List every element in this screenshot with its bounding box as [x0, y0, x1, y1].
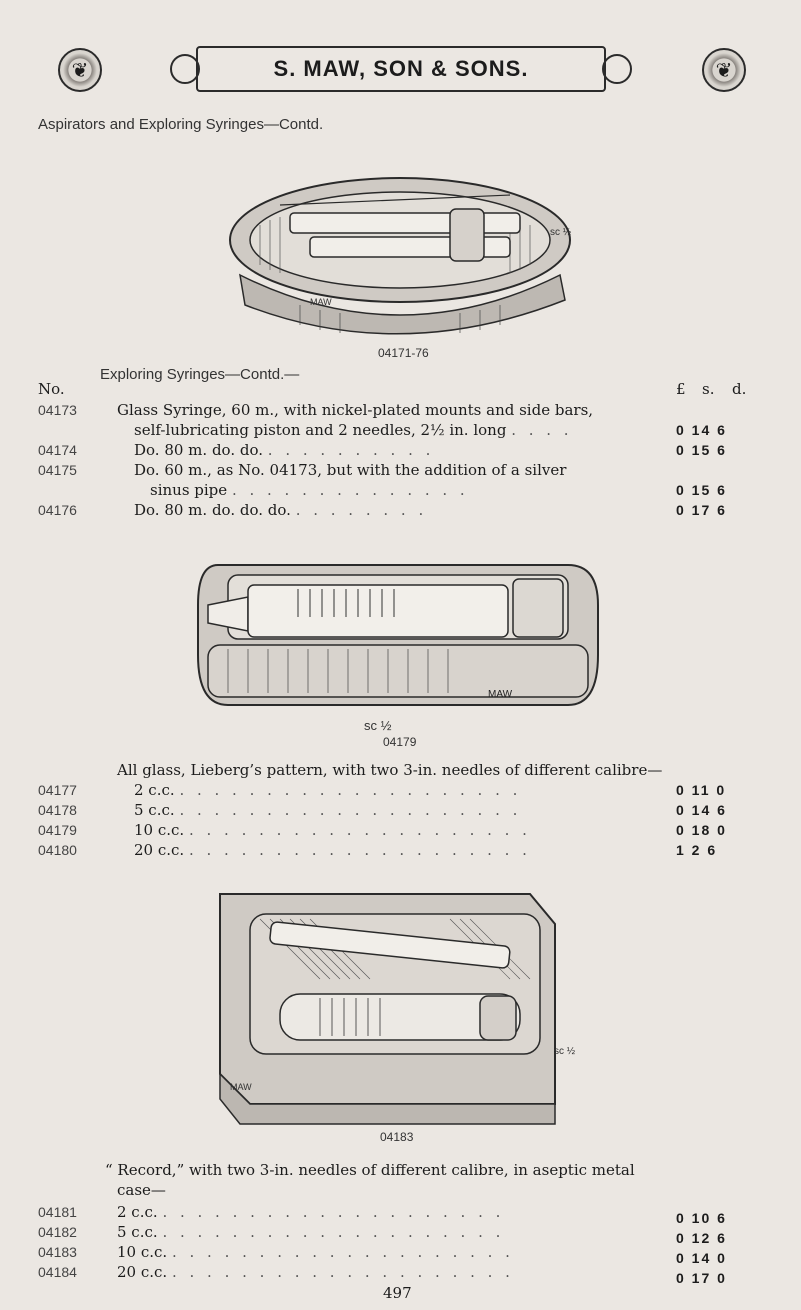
catalogue-number: 04175	[38, 462, 77, 478]
column-shilling-header: s.	[702, 380, 715, 398]
item-description-cont: sinus pipe . . . . . . . . . . . . . .	[150, 481, 469, 499]
syringe-case-illustration-2	[188, 545, 608, 715]
fig1-maker-mark: MAW	[310, 297, 332, 307]
section1-heading: Exploring Syringes—Contd.—	[100, 366, 300, 383]
fig1-caption: 04171-76	[378, 346, 429, 360]
section3-intro-cont: case—	[117, 1181, 166, 1199]
catalogue-number: 04181	[38, 1204, 77, 1220]
catalogue-number: 04173	[38, 402, 77, 418]
left-seal-icon: ❦	[58, 48, 102, 92]
catalogue-number: 04179	[38, 822, 77, 838]
catalogue-number: 04174	[38, 442, 77, 458]
fig3-maker-mark: MAW	[230, 1082, 252, 1092]
item-description-cont: self-lubricating piston and 2 needles, 2½ in. long . . . .	[134, 421, 573, 439]
fig3-scale-label: sc ½	[554, 1046, 576, 1057]
item-size: 10 c.c. . . . . . . . . . . . . . . . . . . . .	[134, 821, 531, 839]
item-price: 0 14 0	[676, 1250, 727, 1266]
item-size: 2 c.c. . . . . . . . . . . . . . . . . . . . .	[117, 1203, 505, 1221]
section2-intro: All glass, Lieberg’s pattern, with two 3-in. needles of different calibre—	[117, 761, 663, 779]
catalogue-number: 04182	[38, 1224, 77, 1240]
firm-banner: S. MAW, SON & SONS.	[196, 46, 606, 92]
section3-intro: “ Record,” with two 3-in. needles of different calibre, in aseptic metal	[105, 1161, 635, 1179]
item-size: 5 c.c. . . . . . . . . . . . . . . . . . . . .	[117, 1223, 505, 1241]
item-price: 1 2 6	[676, 842, 718, 858]
item-price: 0 11 0	[676, 782, 727, 798]
item-price: 0 14 6	[676, 802, 727, 818]
right-seal-icon: ❦	[702, 48, 746, 92]
item-price: 0 10 6	[676, 1210, 727, 1226]
item-size: 10 c.c. . . . . . . . . . . . . . . . . . . . .	[117, 1243, 514, 1261]
catalogue-number: 04180	[38, 842, 77, 858]
page-subtitle: Aspirators and Exploring Syringes—Contd.	[38, 116, 324, 133]
catalogue-number: 04176	[38, 502, 77, 518]
fig2-maker-mark: MAW	[488, 689, 513, 700]
item-price: 0 14 6	[676, 422, 727, 438]
item-description: Glass Syringe, 60 m., with nickel-plated mounts and side bars,	[117, 401, 594, 419]
item-price: 0 18 0	[676, 822, 727, 838]
fig1-scale-label: sc ½	[550, 227, 572, 238]
item-price: 0 17 0	[676, 1270, 727, 1286]
catalogue-number: 04178	[38, 802, 77, 818]
catalogue-number: 04183	[38, 1244, 77, 1260]
column-pence-header: d.	[732, 380, 747, 398]
column-pound-header: £	[676, 380, 686, 398]
item-size: 20 c.c. . . . . . . . . . . . . . . . . . . . .	[117, 1263, 514, 1281]
fig3-caption: 04183	[380, 1130, 414, 1144]
item-price: 0 17 6	[676, 502, 727, 518]
fig2-caption: 04179	[383, 735, 417, 749]
page-number: 497	[383, 1284, 412, 1302]
fig2-scale-label: sc ½	[364, 718, 392, 733]
item-description: Do. 80 m. do. do. . . . . . . . . . .	[134, 441, 435, 459]
item-price: 0 12 6	[676, 1230, 727, 1246]
item-size: 5 c.c. . . . . . . . . . . . . . . . . . . . .	[134, 801, 522, 819]
item-description: Do. 80 m. do. do. do. . . . . . . . .	[134, 501, 428, 519]
column-no-header: No.	[38, 380, 65, 398]
item-price: 0 15 6	[676, 482, 727, 498]
item-size: 20 c.c. . . . . . . . . . . . . . . . . . . . .	[134, 841, 531, 859]
catalogue-number: 04184	[38, 1264, 77, 1280]
item-size: 2 c.c. . . . . . . . . . . . . . . . . . . . .	[134, 781, 522, 799]
item-price: 0 15 6	[676, 442, 727, 458]
item-description: Do. 60 m., as No. 04173, but with the addition of a silver	[134, 461, 567, 479]
catalogue-number: 04177	[38, 782, 77, 798]
syringe-case-illustration-1	[220, 165, 580, 340]
syringe-case-illustration-3	[210, 884, 580, 1130]
